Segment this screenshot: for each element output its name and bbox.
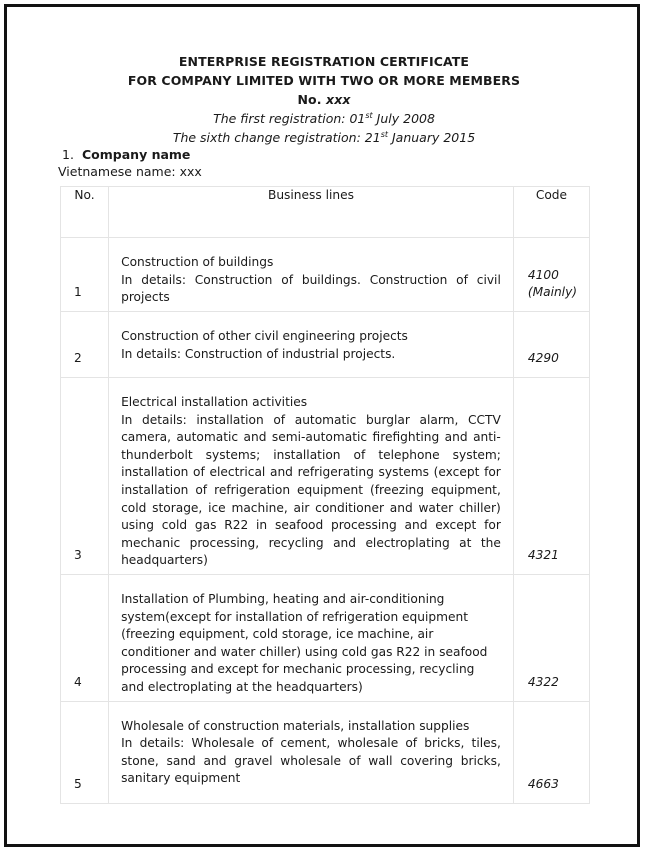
row-number: 4 — [61, 574, 109, 701]
table-row — [61, 574, 590, 701]
sixth-change-sup: st — [380, 129, 389, 139]
business-line-code: 4322 — [527, 674, 559, 689]
row-number: 3 — [61, 378, 109, 575]
table-row — [61, 312, 590, 378]
business-line-code: 4100 — [527, 267, 559, 282]
certificate-title-line1: ENTERPRISE REGISTRATION CERTIFICATE — [178, 54, 470, 69]
business-line-title: Electrical installation activities — [121, 395, 308, 409]
business-line-cell — [109, 701, 514, 803]
row-number: 2 — [61, 312, 109, 378]
business-line-cell — [109, 378, 514, 575]
first-registration-prefix: The first registration: 01 — [213, 111, 366, 126]
business-line-cell — [109, 312, 514, 378]
header-business-lines: Business lines — [109, 187, 514, 238]
business-line-code-cell — [513, 312, 589, 378]
business-line-cell — [109, 238, 514, 312]
sixth-change-registration — [0, 128, 648, 147]
business-line-title: Wholesale of construction materials, installation supplies — [121, 718, 470, 733]
business-line-details: In details: installation of automatic burglar alarm, CCTV camera, automatic and semi-automatic firefighting and anti-thunderbolt systems; installation of telephone system; installation of electrical and refrigerating systems (except for installation of refrigeration equipment (freezing equipment, cold storage, ice machine, air conditioner and water chiller) using cold gas R22 in seafood processing and except for mechanic processing, recycling and electroplating at the headquarters) — [121, 412, 501, 568]
business-lines-table — [60, 186, 590, 804]
business-line-code: 4663 — [527, 776, 559, 791]
business-line-code-cell — [513, 378, 589, 575]
header-code: Code — [513, 187, 589, 238]
header-no: No. — [61, 187, 109, 238]
business-line-details: In details: Wholesale of cement, wholesale of bricks, tiles, stone, sand and gravel wholesale of wall covering bricks, sanitary equipment — [121, 736, 501, 786]
certificate-number — [0, 90, 648, 109]
row-number: 1 — [61, 238, 109, 312]
table-row — [61, 701, 590, 803]
section-title: Company name — [82, 147, 191, 162]
certificate-header — [0, 52, 648, 147]
section-number: 1. — [62, 147, 74, 162]
business-line-code-cell — [513, 574, 589, 701]
vietnamese-name: Vietnamese name: xxx — [58, 164, 202, 179]
first-registration — [0, 109, 648, 128]
business-line-details: In details: Construction of industrial projects. — [121, 346, 396, 361]
business-line-code: 4290 — [527, 351, 559, 366]
certificate-number-value: xxx — [326, 92, 351, 107]
section-company-name — [62, 146, 190, 163]
first-registration-sup: st — [365, 110, 373, 120]
first-registration-suffix: July 2008 — [372, 111, 435, 126]
business-line-title: Construction of other civil engineering projects — [121, 329, 408, 343]
certificate-title-line2: FOR COMPANY LIMITED WITH TWO OR MORE MEMBERS — [127, 73, 521, 88]
sixth-change-suffix: January 2015 — [388, 130, 476, 145]
table-row — [61, 378, 590, 575]
business-line-title: Installation of Plumbing, heating and air-conditioning — [121, 591, 445, 606]
business-line-code-note: (Mainly) — [527, 285, 578, 300]
business-line-code-cell — [513, 238, 589, 312]
certificate-number-label: No. — [297, 92, 322, 107]
business-line-code: 4321 — [527, 548, 559, 563]
business-line-details: system(except for installation of refrigeration equipment (freezing equipment, cold storage, ice machine, air conditioner and water chiller) using cold gas R22 in seafood processing and except for mechanic processing, recycling and electroplating at the headquarters) — [121, 609, 488, 694]
table-row — [61, 238, 590, 312]
table-header-row — [61, 187, 590, 238]
business-line-cell — [109, 574, 514, 701]
business-line-title: Construction of buildings — [121, 255, 274, 269]
sixth-change-prefix: The sixth change registration: 21 — [172, 130, 381, 145]
business-line-code-cell — [513, 701, 589, 803]
row-number: 5 — [61, 701, 109, 803]
business-line-details: In details: Construction of buildings. Construction of civil projects — [121, 272, 501, 305]
